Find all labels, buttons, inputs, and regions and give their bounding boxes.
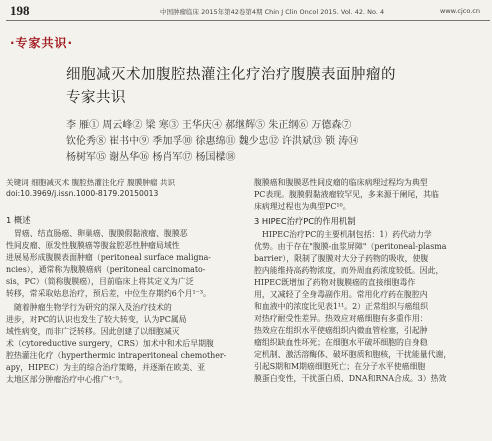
text-line: 腔内能维持高药物浓度，而外周血药浓度较低。因此， — [254, 266, 444, 275]
text-line: 床病理过程也为典型PC¹⁰。 — [254, 202, 351, 211]
section-heading-mechanism: 3 HIPEC治疗PC的作用机制 — [254, 216, 356, 226]
article-title-line-2: 专家共识 — [66, 90, 126, 106]
text-line: 术（cytoreductive surgery，CRS）加术中和术后早期腹 — [6, 339, 214, 348]
text-line: 瘤组织缺血性坏死；在细胞水平破坏细胞的自身稳 — [254, 338, 428, 347]
text-line: 优势。由于存在"腹膜-血浆屏障"（peritoneal-plasma — [254, 242, 447, 251]
text-line: 热效应在组织水平使癌组织内微血管栓塞，引起肿 — [254, 326, 428, 335]
text-line: ncies），通常称为腹膜癌病（peritoneal carcinomato- — [6, 265, 206, 274]
text-line: 引起S期和M期癌细胞死亡；在分子水平使癌细胞 — [254, 362, 426, 371]
text-line: HIPEC治疗PC的主要机制包括：1）药代动力学 — [262, 230, 432, 239]
header-rule — [6, 20, 490, 21]
doi: doi:10.3969/j.issn.1000-8179.20150013 — [6, 189, 159, 198]
page-number: 198 — [10, 3, 30, 18]
keywords: 关键词 细胞减灭术 腹腔热灌注化疗 腹膜肿瘤 共识 — [6, 178, 176, 187]
text-line: 腹膜癌和腹膜恶性间皮瘤的临床病理过程均为典型 — [254, 178, 428, 187]
author-line-2: 钦伦秀⑧ 崔书中⑨ 季加孚⑩ 徐惠绵⑪ 魏少忠⑫ 许洪斌⑬ 锁 涛⑭ — [66, 136, 359, 147]
journal-website: www.cjco.cn — [440, 7, 480, 15]
text-line: 对热疗耐受性差异。热效应对癌细胞有多重作用： — [254, 314, 428, 323]
text-line: 转移，常采取姑息治疗，预后差，中位生存期约6个月¹⁻³。 — [6, 289, 211, 298]
author-line-1: 李 雁① 周云峰② 梁 寒③ 王华庆④ 郝继辉⑤ 朱正纲⑥ 万德森⑦ — [66, 120, 352, 131]
text-line: 和血液中的浓度比见表1¹¹。2）正常组织与癌组织 — [254, 302, 429, 311]
section-label: ·专家共识· — [10, 36, 74, 50]
journal-header: 中国肿瘤临床 2015年第42卷第4期 Chin J Clin Oncol 2015. Vol. 42. No. 4 — [160, 8, 385, 16]
article-title-line-1: 细胞减灭术加腹腔热灌注化疗治疗腹膜表面肿瘤的 — [66, 67, 396, 83]
text-line: 太地区部分肿瘤治疗中心推广⁴⁻⁵。 — [6, 375, 127, 384]
text-line: 性间皮瘤、原发性腹膜癌等腹盆腔恶性肿瘤局域性 — [6, 241, 180, 250]
text-line: 域性病变，而非广泛转移。因此创建了以细胞减灭 — [6, 327, 180, 336]
section-heading-overview: 1 概述 — [6, 215, 31, 225]
text-line: apy，HIPEC）为主的综合治疗策略，并逐渐在欧美、亚 — [6, 363, 206, 372]
text-line: HIPEC既增加了药物对腹膜癌的直接细胞毒作 — [254, 278, 416, 287]
author-line-3: 杨树军⑮ 谢丛华⑯ 杨肖军⑰ 杨国樑⑱ — [66, 152, 236, 163]
text-line: 进展易形成腹膜表面肿瘤（peritoneal surface maligna- — [6, 253, 211, 262]
text-line: 膜蛋白变性，干扰蛋白质、DNA和RNA合成。3）热效 — [254, 374, 447, 383]
text-line: 随着肿瘤生物学行为研究的深入及治疗技术的 — [14, 303, 172, 312]
text-line: 腔热灌注化疗（hyperthermic intraperitoneal chemother- — [6, 351, 227, 360]
text-line: sis，PC）（简称腹膜癌），目前临床上将其定义为广泛 — [6, 277, 194, 286]
text-line: barrier），限制了腹膜对大分子药物的吸收，使腹 — [254, 254, 429, 263]
text-line: PC表现。腹膜假黏液瘤较罕见，多来源于阑尾，其临 — [254, 190, 439, 199]
text-line: 进步，对PC的认识也发生了较大转变，认为PC属局 — [6, 315, 187, 324]
text-line: 胃癌、结直肠癌、卵巢癌、腹膜假黏液瘤、腹膜恶 — [14, 229, 188, 238]
text-line: 用，又减轻了全身毒副作用。常用化疗药在腹腔内 — [254, 290, 428, 299]
text-line: 定机制、激活溶酶体、破坏胞质和胞核，干扰能量代谢， — [254, 350, 452, 359]
